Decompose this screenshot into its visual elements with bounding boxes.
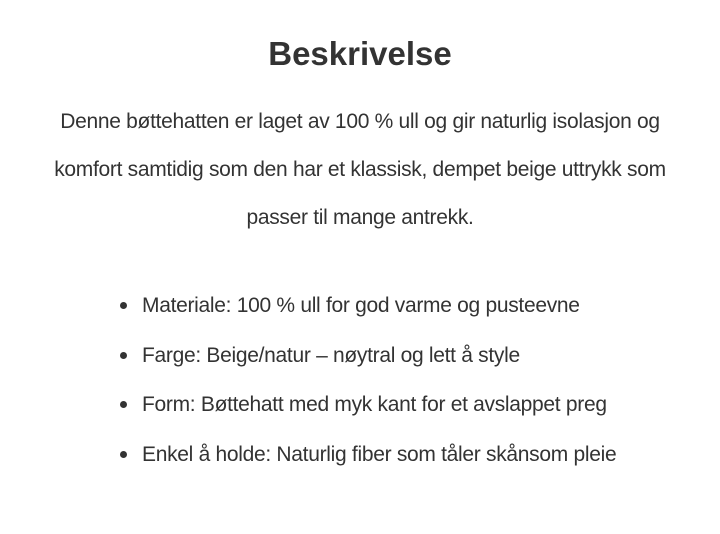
product-description: Denne bøttehatten er laget av 100 % ull og gir naturlig isolasjon og komfort samtidig som den har et klassisk, dempet beige uttrykk som passer til mange antrekk. xyxy=(54,110,666,229)
list-item xyxy=(120,283,700,333)
bullet-icon xyxy=(120,302,127,309)
bullet-icon xyxy=(120,352,127,359)
list-item xyxy=(120,382,700,432)
feature-list xyxy=(120,283,700,481)
bullet-icon xyxy=(120,451,127,458)
feature-text: Enkel å holde: Naturlig fiber som tåler skånsom pleie xyxy=(142,442,617,466)
section-title: Beskrivelse xyxy=(268,35,452,72)
feature-text: Farge: Beige/natur – nøytral og lett å style xyxy=(142,343,520,367)
feature-text: Form: Bøttehatt med myk kant for et avslappet preg xyxy=(142,393,607,416)
feature-text: Materiale: 100 % ull for god varme og pusteevne xyxy=(142,294,580,317)
list-item xyxy=(120,432,700,482)
list-item xyxy=(120,333,700,383)
bullet-icon xyxy=(120,401,127,408)
